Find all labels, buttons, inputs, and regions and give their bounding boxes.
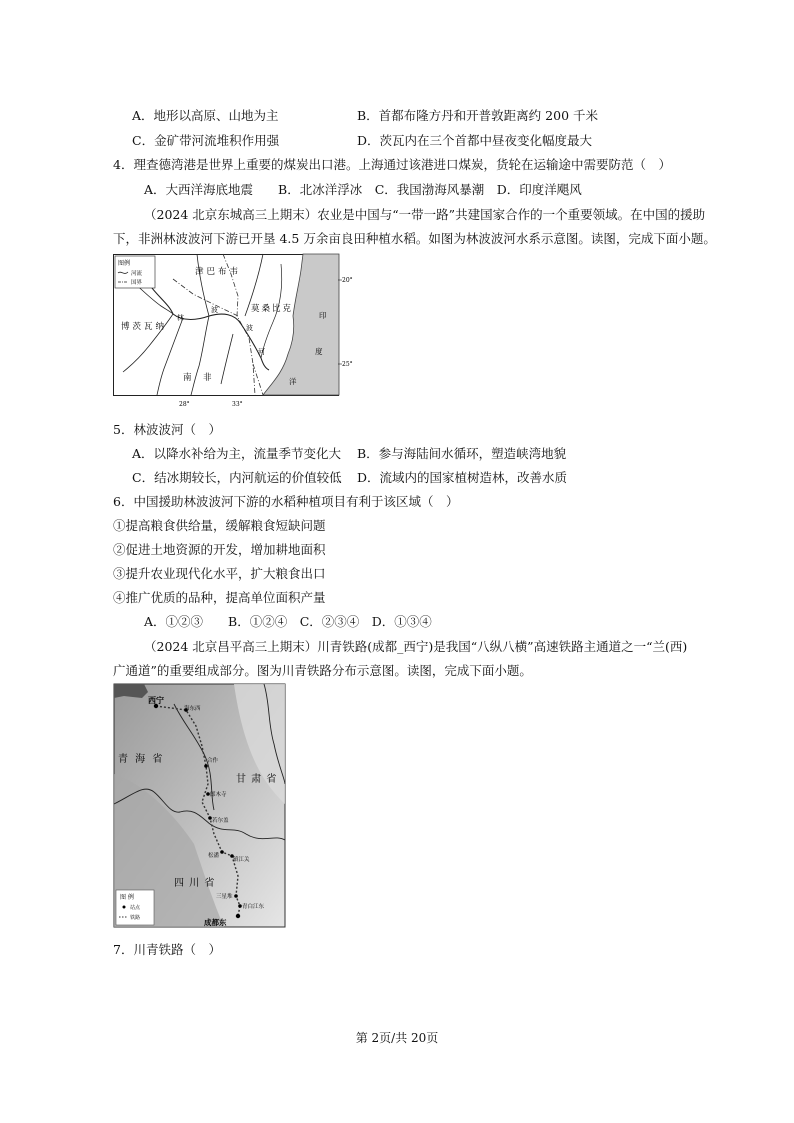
map1-legend-border: 国界 xyxy=(131,280,143,286)
label-ocean-du: 度 xyxy=(315,347,323,356)
label-river-lin: 林 xyxy=(177,314,184,322)
q5-option-c: C．结冰期较长，内河航运的价值较低 xyxy=(132,470,342,485)
label-ocean-yang: 洋 xyxy=(289,377,297,386)
intro2-line2: 广通道”的重要组成部分。图为川青铁路分布示意图。读图，完成下面小题。 xyxy=(113,663,532,678)
q5-stem: 5．林波波河（ ） xyxy=(113,422,221,437)
map2-legend-title: 图 例 xyxy=(120,894,134,901)
map1-legend-river: 河流 xyxy=(131,271,143,277)
q6-statement-1: ①提高粮食供给量，缓解粮食短缺问题 xyxy=(113,518,326,533)
page-footer: 第 2页/共 20页 xyxy=(355,1031,439,1045)
intro1-line1: （2024 北京东城高三上期末）农业是中国与“一带一路”共建国家合作的一个重要领域。在中国的援助 xyxy=(144,207,706,222)
label-haidongxi: 海东西 xyxy=(184,706,201,712)
label-gansu: 甘 肃 省 xyxy=(236,774,278,785)
label-mozambique: 莫桑比克 xyxy=(251,304,294,314)
q3-option-d: D．茨瓦内在三个首都中昼夜变化幅度最大 xyxy=(357,133,593,148)
q6-stem: 6．中国援助林波波河下游的水稻种植项目有利于该区域（ ） xyxy=(113,494,459,509)
limpopo-river-map xyxy=(113,254,353,408)
label-zhenjiangguan: 镇江关 xyxy=(233,857,250,863)
label-songpan: 松潘 xyxy=(208,853,220,859)
chuanqing-railway-map xyxy=(114,684,285,927)
label-river-bo2: 波 xyxy=(246,324,253,332)
label-lat-25: 25° xyxy=(342,361,353,368)
q6-statement-3: ③提升农业现代化水平，扩大粮食出口 xyxy=(113,566,326,581)
label-ruoergai: 若尔盖 xyxy=(212,818,229,824)
label-river-bo1: 波 xyxy=(211,306,218,314)
q3-option-a: A．地形以高原、山地为主 xyxy=(132,108,279,123)
label-hezuo: 合作 xyxy=(207,758,219,764)
label-qingbaijiangdong: 青白江东 xyxy=(242,904,265,910)
q5-option-d: D．流域内的国家植树造林，改善水质 xyxy=(357,470,568,485)
label-ocean-yin: 印 xyxy=(319,311,327,320)
map1-legend-title: 图例 xyxy=(118,260,131,267)
label-qinghai: 青 海 省 xyxy=(118,754,165,765)
map2-legend-rail: 铁路 xyxy=(130,915,141,921)
q3-option-c: C．金矿带河流堆积作用强 xyxy=(132,133,280,148)
label-sichuan: 四 川 省 xyxy=(174,878,216,889)
label-botswana: 博茨瓦纳 xyxy=(121,322,168,332)
q4-stem: 4．理查德湾港是世界上重要的煤炭出口港。上海通过该港进口煤炭，货轮在运输途中需要防范（ ） xyxy=(113,157,671,172)
label-river-he: 河 xyxy=(258,348,265,356)
label-south-africa-1: 南 xyxy=(183,373,192,383)
q5-option-b: B．参与海陆间水循环，塑造峡湾地貌 xyxy=(357,446,567,461)
label-lat-20: 20° xyxy=(342,277,353,284)
label-langmusi: 郎木寺 xyxy=(210,792,227,798)
label-lon-33: 33° xyxy=(232,401,243,408)
label-zimbabwe: 津巴布韦 xyxy=(195,267,242,277)
intro1-line2: 下，非洲林波波河下游已开垦 4.5 万余亩良田种植水稻。如图为林波波河水系示意图。读图，完成下面小题。 xyxy=(113,231,716,246)
q6-options: A．①②③ B．①②④ C．②③④ D．①③④ xyxy=(144,614,432,629)
q5-option-a: A．以降水补给为主，流量季节变化大 xyxy=(132,446,342,461)
label-lon-28: 28° xyxy=(179,401,190,408)
q7-stem: 7．川青铁路（ ） xyxy=(113,942,221,957)
intro2-line1: （2024 北京昌平高三上期末）川青铁路(成都_西宁)是我国“八纵八横”高速铁路主通道之一“兰(西) xyxy=(144,639,688,654)
q4-options: A．大西洋海底地震 B．北冰洋浮冰 C．我国渤海风暴潮 D．印度洋飓风 xyxy=(144,182,582,197)
label-sanxingdui: 三星堆 xyxy=(216,894,233,900)
q3-option-b: B．首都布隆方丹和开普敦距离约 200 千米 xyxy=(357,108,598,123)
label-south-africa-2: 非 xyxy=(203,373,212,383)
label-chengdudong: 成都东 xyxy=(204,918,227,927)
q6-statement-2: ②促进土地资源的开发，增加耕地面积 xyxy=(113,542,326,557)
label-xining: 西宁 xyxy=(148,695,164,705)
map2-legend-station: 站点 xyxy=(130,905,141,911)
q6-statement-4: ④推广优质的品种，提高单位面积产量 xyxy=(113,590,326,605)
